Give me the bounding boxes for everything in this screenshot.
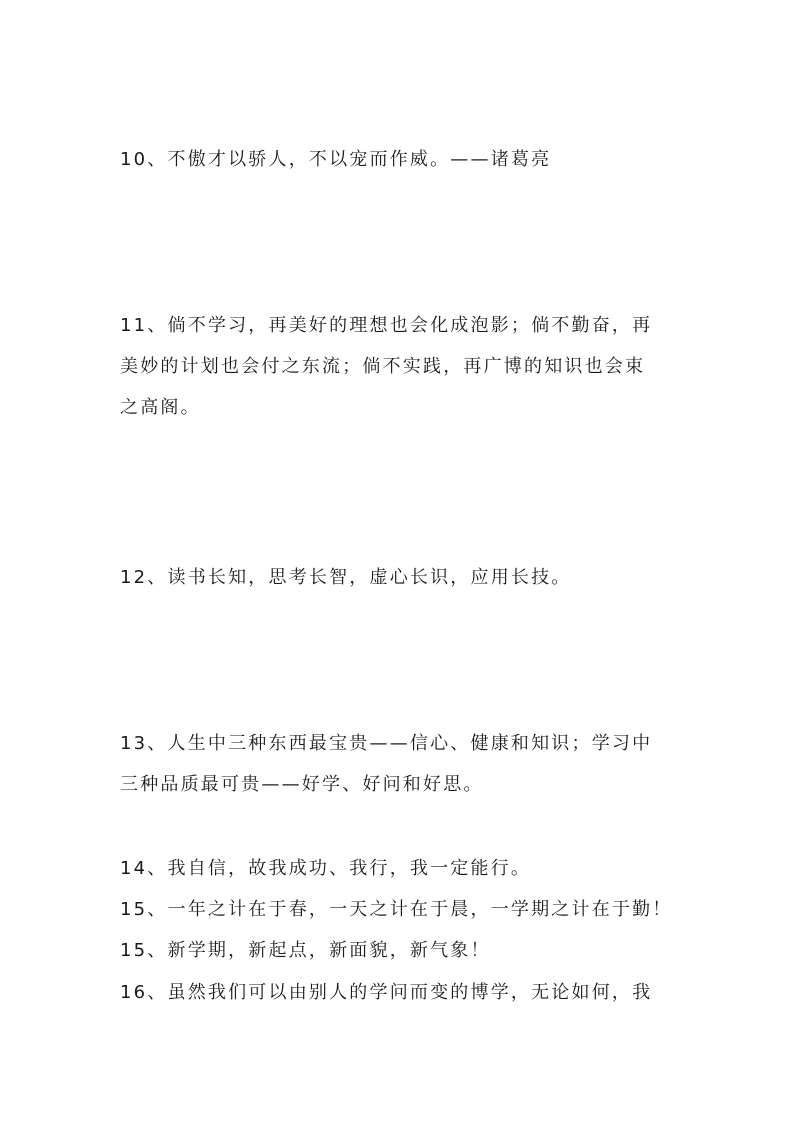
quote-paragraph-15a <box>120 889 680 930</box>
paragraph-line: 11、倘不学习，再美好的理想也会化成泡影；倘不勤奋，再 <box>120 315 653 336</box>
quote-paragraph-13 <box>120 723 680 805</box>
paragraph-line: 16、虽然我们可以由别人的学问而变的博学，无论如何，我 <box>120 982 653 1003</box>
paragraph-line: 14、我自信，故我成功、我行，我一定能行。 <box>120 858 532 879</box>
quote-paragraph-10 <box>120 139 680 180</box>
quote-paragraph-16 <box>120 972 680 1013</box>
paragraph-line: 三种品质最可贵——好学、好问和好思。 <box>120 774 484 795</box>
paragraph-line: 12、读书长知，思考长智，虚心长识，应用长技。 <box>120 567 572 588</box>
quote-paragraph-14 <box>120 848 680 889</box>
paragraph-line: 15、一年之计在于春，一天之计在于晨，一学期之计在于勤！ <box>120 899 673 920</box>
paragraph-line: 之高阁。 <box>120 397 201 418</box>
paragraph-line: 美妙的计划也会付之东流；倘不实践，再广博的知识也会束 <box>120 356 646 377</box>
quote-paragraph-15b <box>120 930 680 971</box>
quote-paragraph-12 <box>120 557 680 598</box>
quote-paragraph-11 <box>120 305 680 428</box>
paragraph-line: 13、人生中三种东西最宝贵——信心、健康和知识；学习中 <box>120 733 653 754</box>
paragraph-line: 15、新学期，新起点，新面貌，新气象！ <box>120 940 491 961</box>
paragraph-line: 10、不傲才以骄人，不以宠而作威。——诸葛亮 <box>120 149 552 170</box>
